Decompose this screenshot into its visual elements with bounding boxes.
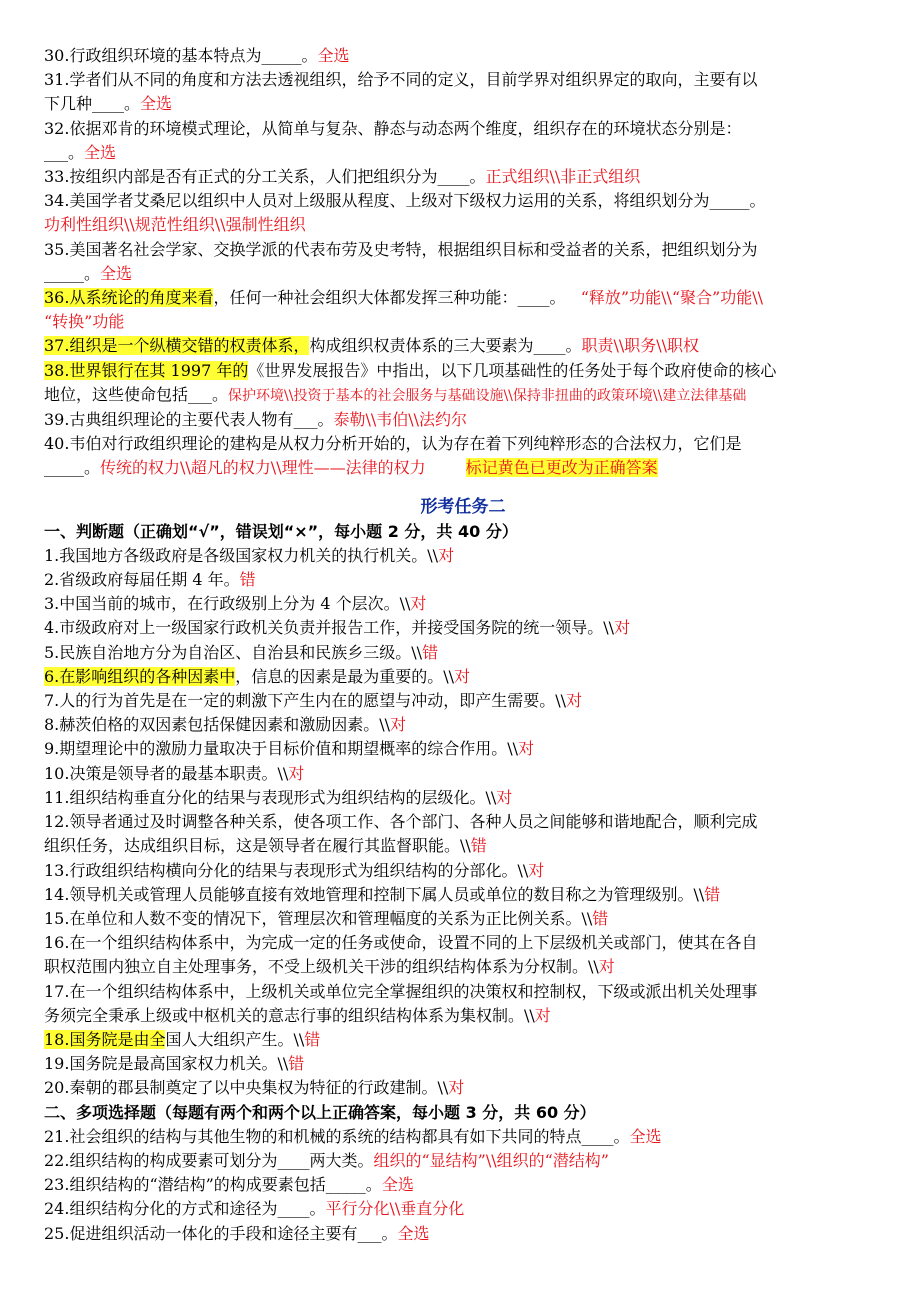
list-item: 3.中国当前的城市，在行政级别上分为 4 个层次。\\对 [44,594,427,614]
answer: 全选 [100,263,133,283]
section-title: 形考任务二 [420,496,506,517]
question-30: 30.行政组织环境的基本特点为_____。全选 [44,46,350,65]
answer: 错 [470,836,487,856]
answer: 对 [496,787,513,807]
answer: 对 [448,1078,465,1098]
question-31-cont: 下几种____。全选 [44,94,173,114]
list-item: 2.省级政府每届任期 4 年。错 [44,570,256,590]
list-item: 8.赫茨伯格的双因素包括保健因素和激励因素。\\对 [44,715,407,735]
list-item: 22.组织结构的构成要素可划分为____两大类。组织的“显结构”\\组织的“潜结构” [44,1150,609,1170]
answer: 全选 [84,142,117,162]
highlight: 37.组织是一个纵横交错的权责体系， [44,336,310,356]
list-item: 9.期望理论中的激励力量取决于目标价值和期望概率的综合作用。\\对 [44,739,535,759]
list-item: 13.行政组织结构横向分化的结果与表现形式为组织结构的分部化。\\对 [44,860,545,880]
list-item: 21.社会组织的结构与其他生物的和机械的系统的结构都具有如下共同的特点____。全选 [44,1126,662,1146]
answer: “转换”功能 [44,312,125,332]
document-page [44,44,882,1246]
highlight: 6.在影响组织的各种因素中 [44,666,236,686]
question-17: 17.在一个组织结构体系中，上级机关或单位完全掌握组织的决策权和控制权，下级或派出机关处理事 [44,981,758,1001]
list-item: 5.民族自治地方分为自治区、自治县和民族乡三级。\\错 [44,642,439,662]
answer: 对 [410,594,427,614]
mc-list [44,1125,882,1246]
list-item: 15.在单位和人数不变的情况下，管理层次和管理幅度的关系为正比例关系。\\错 [44,908,609,928]
answer: 错 [288,1054,305,1074]
question-18: 18.国务院是由全国人大组织产生。\\错 [44,1029,321,1049]
answer: 全选 [629,1126,662,1146]
question-16: 16.在一个组织结构体系中，为完成一定的任务或使命，设置不同的上下层级机关或部门，使其在各自 [44,933,758,953]
answer: 全选 [317,46,350,65]
answer: 对 [390,715,407,735]
answer: 职责\\职务\\职权 [581,336,700,356]
question-35: 35.美国著名社会学家、交换学派的代表布劳及史考特，根据组织目标和受益者的关系，把组织划分为 [44,239,758,259]
list-item: 24.组织结构分化的方式和途径为____。平行分化\\垂直分化 [44,1199,465,1219]
question-36-cont [44,310,882,334]
answer: 正式组织\\非正式组织 [485,167,641,187]
answer: 全选 [140,94,173,114]
answer: 组织的“显结构”\\组织的“潜结构” [373,1150,609,1170]
answer: 错 [239,570,256,590]
answer: 对 [614,618,631,638]
list-item: 1.我国地方各级政府是各级国家权力机关的执行机关。\\对 [44,545,455,565]
question-32-cont: ___。全选 [44,142,117,162]
tf-list-3 [44,859,882,932]
highlight: 18.国务院是由全 [44,1029,166,1049]
tf-list-1 [44,544,882,665]
answer: 泰勒\\韦伯\\法约尔 [333,410,468,430]
list-item: 19.国务院是最高国家权力机关。\\错 [44,1054,305,1074]
question-40: 40.韦伯对行政组织理论的建构是从权力分析开始的，认为存在着下列纯粹形态的合法权力，它们是 [44,434,742,454]
highlight: 36.从系统论的角度来看 [44,288,214,308]
tf-list-4 [44,1052,882,1100]
answer: 全选 [381,1175,414,1195]
answer: 平行分化\\垂直分化 [325,1199,465,1219]
list-item: 4.市级政府对上一级国家行政机关负责并报告工作，并接受国务院的统一领导。\\对 [44,618,631,638]
answer: 对 [454,666,471,686]
question-38-cont: 地位，这些使命包括___。保护环境\\投资于基本的社会服务与基础设施\\保持非扭曲的政策环境\\建立法律基础 [44,384,747,404]
question-34: 34.美国学者艾桑尼以组织中人员对上级服从程度、上级对下级权力运用的关系，将组织划分为_____。 [44,191,766,211]
list-item: 25.促进组织活动一体化的手段和途径主要有___。全选 [44,1223,430,1243]
question-35-cont: _____。全选 [44,263,133,283]
list-item: 20.秦朝的郡县制奠定了以中央集权为特征的行政建制。\\对 [44,1078,465,1098]
answer: 对 [438,545,455,565]
question-6: 6.在影响组织的各种因素中，信息的因素是最为重要的。\\对 [44,666,471,686]
list-item: 10.决策是领导者的最基本职责。\\对 [44,763,305,783]
section-heading-judgment: 一、判断题（正确划“√”，错误划“×”，每小题 2 分，共 40 分） [44,521,518,541]
answer: 错 [704,884,721,904]
list-item: 23.组织结构的“潜结构”的构成要素包括_____。全选 [44,1175,414,1195]
question-34-answer [44,213,882,237]
answer: 功利性组织\\规范性组织\\强制性组织 [44,215,306,235]
question-37: 37.组织是一个纵横交错的权责体系，构成组织权责体系的三大要素为____。职责\\职务\\职权 [44,336,700,356]
list-item: 7.人的行为首先是在一定的刺激下产生内在的愿望与冲动，即产生需要。\\对 [44,691,583,711]
answer: 全选 [397,1223,430,1243]
highlight: 38.世界银行在其 1997 年的 [44,360,249,380]
answer: 保护环境\\投资于基本的社会服务与基础设施\\保持非扭曲的政策环境\\建立法律基础 [228,387,747,404]
question-40-cont: _____。传统的权力\\超凡的权力\\理性——法律的权力 标记黄色已更改为正确答案 [44,458,658,478]
question-33: 33.按组织内部是否有正式的分工关系，人们把组织分为____。正式组织\\非正式组织 [44,167,641,187]
answer: 错 [304,1029,321,1049]
answer: 对 [534,1005,551,1025]
question-12: 12.领导者通过及时调整各种关系，使各项工作、各个部门、各种人员之间能够和谐地配合，顺利完成 [44,812,758,832]
answer: 对 [598,957,615,977]
question-38: 38.世界银行在其 1997 年的《世界发展报告》中指出，以下几项基础性的任务处于每个政府使命的核心 [44,360,777,380]
answer: 传统的权力\\超凡的权力\\理性——法律的权力 [100,458,426,478]
question-31: 31.学者们从不同的角度和方法去透视组织，给予不同的定义，目前学界对组织界定的取向，主要有以 [44,70,758,90]
question-17-cont: 务须完全秉承上级或中枢机关的意志行事的组织结构体系为集权制。\\对 [44,1005,551,1025]
answer: 错 [422,642,439,662]
question-12-cont: 组织任务，达成组织目标，这是领导者在履行其监督职能。\\错 [44,836,487,856]
question-39: 39.古典组织理论的主要代表人物有___。泰勒\\韦伯\\法约尔 [44,410,468,430]
answer: 对 [566,691,583,711]
answer: 错 [592,908,609,928]
tf-list-2 [44,689,882,810]
question-36: 36.从系统论的角度来看，任何一种社会组织大体都发挥三种功能：____。 “释放”功能\\“聚合”功能\\ [44,288,764,308]
answer: “释放”功能\\“聚合”功能\\ [580,288,764,308]
answer: 对 [518,739,535,759]
list-item: 11.组织结构垂直分化的结果与表现形式为组织结构的层级化。\\对 [44,787,513,807]
question-32: 32.依据邓肯的环境模式理论，从简单与复杂、静态与动态两个维度，组织存在的环境状态分别是： [44,118,742,138]
note-highlight: 标记黄色已更改为正确答案 [465,458,658,478]
answer: 对 [528,860,545,880]
question-16-cont: 职权范围内独立自主处理事务，不受上级机关干涉的组织结构体系为分权制。\\对 [44,957,615,977]
answer: 对 [288,763,305,783]
list-item: 14.领导机关或管理人员能够直接有效地管理和控制下属人员或单位的数目称之为管理级别。\\错 [44,884,721,904]
section-heading-multiple-choice: 二、多项选择题（每题有两个和两个以上正确答案，每小题 3 分，共 60 分） [44,1102,596,1122]
